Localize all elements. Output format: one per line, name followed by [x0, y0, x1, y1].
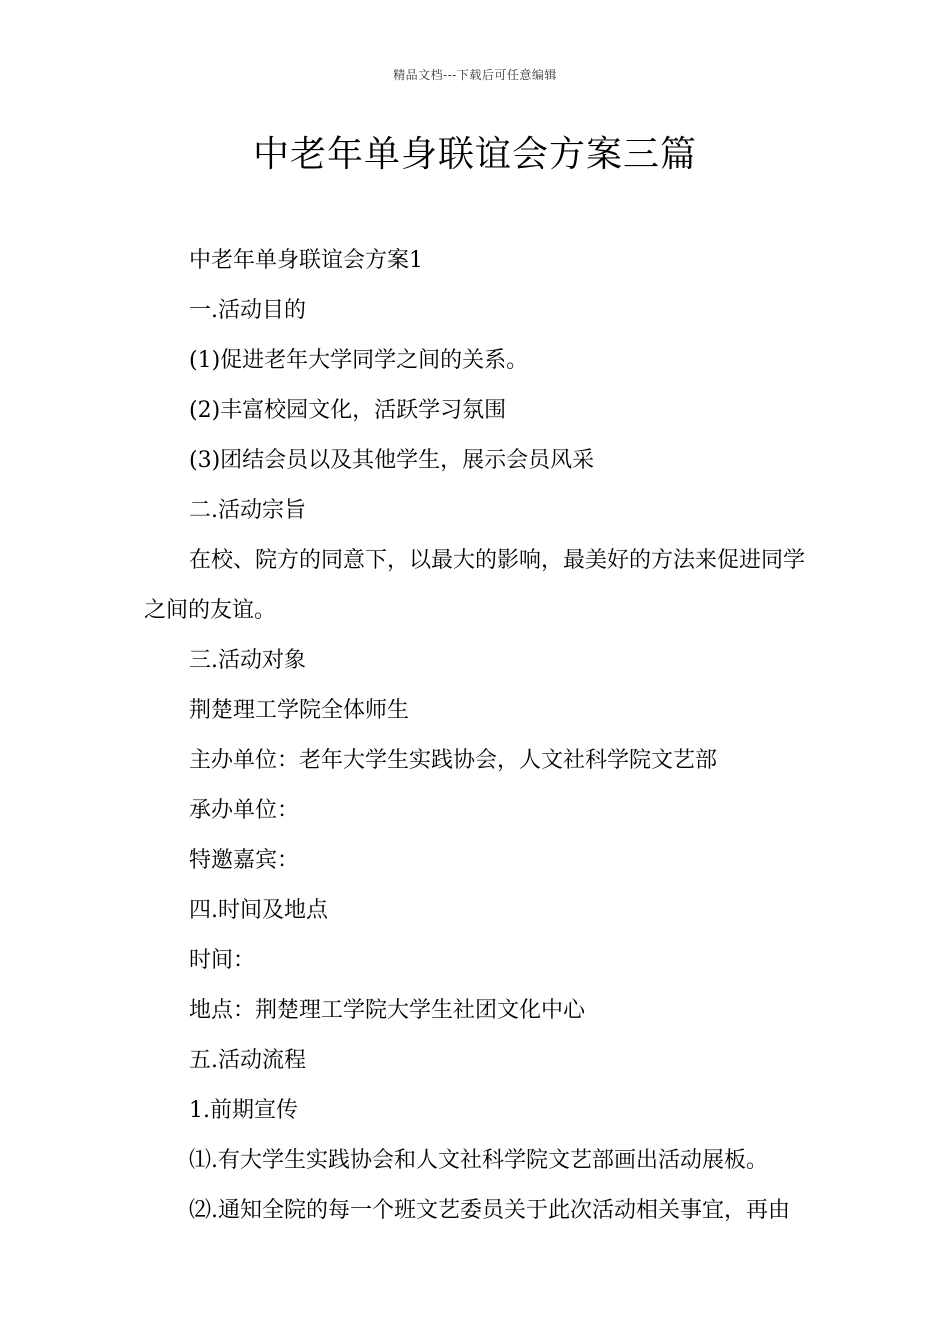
section-heading: 二.活动宗旨 [189, 498, 306, 523]
body-line: 承办单位： [189, 798, 300, 823]
section-heading: 三.活动对象 [189, 648, 306, 673]
body-line: 荆楚理工学院全体师生 [189, 698, 410, 723]
header-note: 精品文档---下载后可任意编辑 [393, 68, 557, 82]
section-heading: 五.活动流程 [189, 1048, 306, 1073]
list-item: (2)丰富校园文化，活跃学习氛围 [189, 398, 507, 423]
list-item: (3)团结会员以及其他学生，展示会员风采 [189, 448, 595, 473]
list-item: ⑵.通知全院的每一个班文艺委员关于此次活动相关事宜，再由 [189, 1198, 790, 1223]
section-heading: 四.时间及地点 [189, 898, 328, 923]
body-line: 地点：荆楚理工学院大学生社团文化中心 [189, 998, 586, 1023]
section-heading: 一.活动目的 [189, 298, 306, 323]
sub-heading: 1.前期宣传 [189, 1098, 298, 1123]
body-paragraph: 在校、院方的同意下，以最大的影响，最美好的方法来促进同学之间的友谊。 [144, 548, 806, 623]
body-line: 主办单位：老年大学生实践协会，人文社科学院文艺部 [189, 748, 718, 773]
list-item: ⑴.有大学生实践协会和人文社科学院文艺部画出活动展板。 [189, 1148, 768, 1173]
section-heading: 中老年单身联谊会方案1 [189, 248, 423, 273]
document-body [144, 236, 810, 1236]
body-line: 特邀嘉宾： [189, 848, 300, 873]
body-line: 时间： [189, 948, 256, 973]
list-item: (1)促进老年大学同学之间的关系。 [189, 348, 529, 373]
document-title: 中老年单身联谊会方案三篇 [252, 134, 697, 175]
